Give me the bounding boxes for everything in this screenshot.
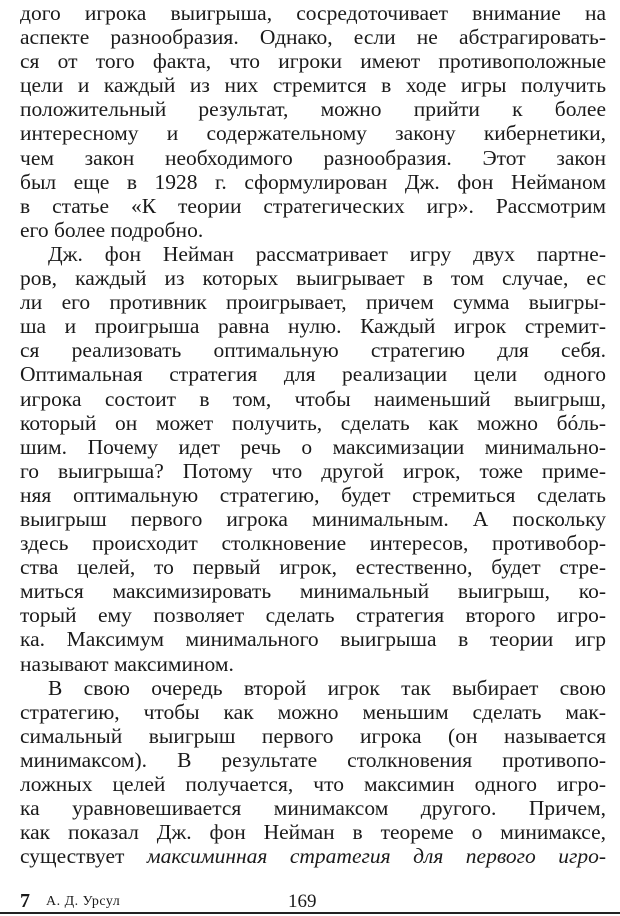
text-line: ка. Максимум минимального выигрыша в теории игр bbox=[20, 627, 606, 652]
text-line: Оптимальная стратегия для реализации цели одного bbox=[20, 362, 606, 387]
text-line: ша и проигрыша равна нулю. Каждый игрок стремит- bbox=[20, 314, 606, 339]
text-span: существует bbox=[20, 844, 147, 869]
text-line: няя оптимальную стратегию, будет стремиться сделать bbox=[20, 482, 606, 507]
text-line: ся от того факта, что игроки имеют противоположные bbox=[20, 49, 606, 74]
text-line: аспекте разнообразия. Однако, если не абстрагировать- bbox=[20, 25, 606, 50]
text-line: шим. Почему идет речь о максимизации минимально- bbox=[20, 434, 606, 459]
page-footer bbox=[20, 890, 606, 914]
text-line: ка уравновешивается минимаксом другого. Причем, bbox=[20, 796, 606, 821]
author-name: А. Д. Урсул bbox=[46, 894, 121, 909]
text-line: здесь происходит столкновение интересов, противобор- bbox=[20, 531, 606, 556]
text-line: положительный результат, можно прийти к более bbox=[20, 97, 606, 122]
text-line: его более подробно. bbox=[20, 217, 204, 242]
text-line: дого игрока выигрыша, сосредоточивает внимание на bbox=[20, 1, 606, 25]
text-line: в статье «К теории стратегических игр». Рассмотрим bbox=[20, 193, 606, 218]
text-line: ства целей, то первый игрок, естественно, будет стре- bbox=[20, 555, 606, 580]
page-number: 169 bbox=[288, 891, 317, 912]
body-text bbox=[20, 1, 606, 868]
text-line: был еще в 1928 г. сформулирован Дж. фон Нейманом bbox=[20, 169, 606, 194]
text-line: цели и каждый из них стремится в ходе игры получить bbox=[20, 73, 606, 98]
text-line: который он может получить, сделать как можно бóль- bbox=[20, 410, 606, 435]
text-line bbox=[20, 844, 606, 868]
text-line: симальный выигрыш первого игрока (он называется bbox=[20, 723, 606, 748]
text-line: миться максимизировать минимальный выигрыш, ко- bbox=[20, 579, 606, 604]
signature-number: 7 bbox=[20, 890, 30, 912]
text-line: торый ему позволяет сделать стратегия второго игро- bbox=[20, 603, 606, 628]
text-line: ложных целей получается, что максимин одного игро- bbox=[20, 772, 606, 796]
text-line: минимаксом). В результате столкновения противопо- bbox=[20, 747, 606, 772]
text-line: ров, каждый из которых выигрывает в том случае, ес bbox=[20, 266, 606, 291]
italic-text: максиминная стратегия для первого игро- bbox=[146, 844, 607, 869]
text-line: ли его противник проигрывает, причем сумма выигры- bbox=[20, 290, 606, 315]
paragraph bbox=[20, 242, 606, 676]
text-line: чем закон необходимого разнообразия. Этот закон bbox=[20, 145, 606, 170]
text-line: стратегию, чтобы как можно меньшим сделать мак- bbox=[20, 699, 606, 724]
text-line: как показал Дж. фон Нейман в теореме о минимаксе, bbox=[20, 820, 606, 845]
paragraph bbox=[20, 676, 606, 869]
text-line: В свою очередь второй игрок так выбирает свою bbox=[48, 675, 606, 700]
bottom-rule bbox=[0, 912, 620, 914]
text-line: Дж. фон Нейман рассматривает игру двух партне- bbox=[48, 241, 606, 266]
text-line: ся реализовать оптимальную стратегию для себя. bbox=[20, 338, 606, 363]
text-line: интересному и содержательному закону кибернетики, bbox=[20, 121, 606, 146]
text-line: называют максимином. bbox=[20, 651, 234, 676]
text-line: выигрыш первого игрока минимальным. А поскольку bbox=[20, 506, 606, 531]
text-line: игрока состоит в том, чтобы наименьший выигрыш, bbox=[20, 386, 606, 411]
text-line: го выигрыша? Потому что другой игрок, тоже приме- bbox=[20, 458, 606, 483]
paragraph bbox=[20, 1, 606, 242]
